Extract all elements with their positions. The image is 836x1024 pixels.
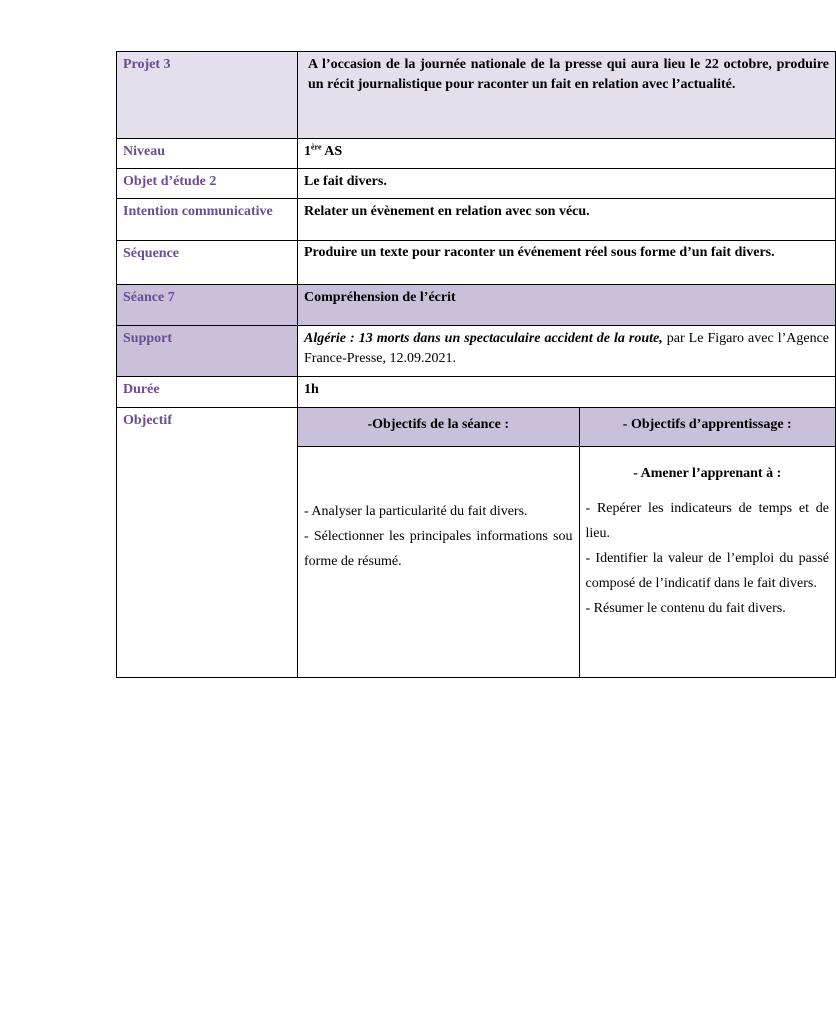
value-objet: Le fait divers. [298,169,836,199]
objectives-seance-header: -Objectifs de la séance : [298,408,579,447]
value-seance: Compréhension de l’écrit [298,285,836,326]
row-support [117,326,836,377]
row-projet [117,52,836,139]
label-objectif: Objectif [117,408,298,678]
objectives-header-row [298,408,835,447]
value-sequence: Produire un texte pour raconter un événement réel sous forme d’un fait divers. [298,241,836,285]
label-projet: Projet 3 [117,52,298,139]
niveau-superscript: ère [311,142,322,152]
value-duree: 1h [298,377,836,408]
label-support: Support [117,326,298,377]
objective-apprentissage-item: - Résumer le contenu du fait divers. [585,601,786,616]
value-projet: A l’occasion de la journée nationale de la presse qui aura lieu le 22 octobre, produire un récit journalistique pour raconter un fait en relation avec l’actualité. [298,52,836,139]
objectives-body-row [298,447,835,677]
objectives-intro: - Amener l’apprenant à : [633,466,782,481]
niveau-number: 1 [304,144,311,159]
lesson-plan-table [116,51,836,678]
row-objectif [117,408,836,678]
label-intention: Intention communicative [117,199,298,241]
row-seance [117,285,836,326]
row-niveau [117,139,836,169]
objectives-seance-list [298,447,579,677]
label-seance: Séance 7 [117,285,298,326]
label-duree: Durée [117,377,298,408]
objectives-table [298,408,835,677]
row-sequence [117,241,836,285]
support-source: par Le Figaro avec l’Agence France-Presse, 12.09.2021. [304,331,829,366]
value-niveau [298,139,836,169]
objective-seance-item: - Analyser la particularité du fait divers. [304,504,528,519]
value-support [298,326,836,377]
support-title: Algérie : 13 morts dans un spectaculaire accident de la route, [304,331,663,346]
row-duree [117,377,836,408]
row-intention [117,199,836,241]
label-sequence: Séquence [117,241,298,285]
label-niveau: Niveau [117,139,298,169]
value-intention: Relater un évènement en relation avec son vécu. [298,199,836,241]
objectives-apprentissage-list [579,447,835,677]
niveau-rest: AS [321,144,343,159]
label-objet: Objet d’étude 2 [117,169,298,199]
objective-seance-item: - Sélectionner les principales informations sou forme de résumé. [304,529,573,569]
value-objectif [298,408,836,678]
objective-apprentissage-item: - Identifier la valeur de l’emploi du passé composé de l’indicatif dans le fait divers. [585,551,829,591]
objective-apprentissage-item: - Repérer les indicateurs de temps et de lieu. [585,501,829,541]
objectives-apprentissage-header: - Objectifs d’apprentissage : [579,408,835,447]
row-objet [117,169,836,199]
